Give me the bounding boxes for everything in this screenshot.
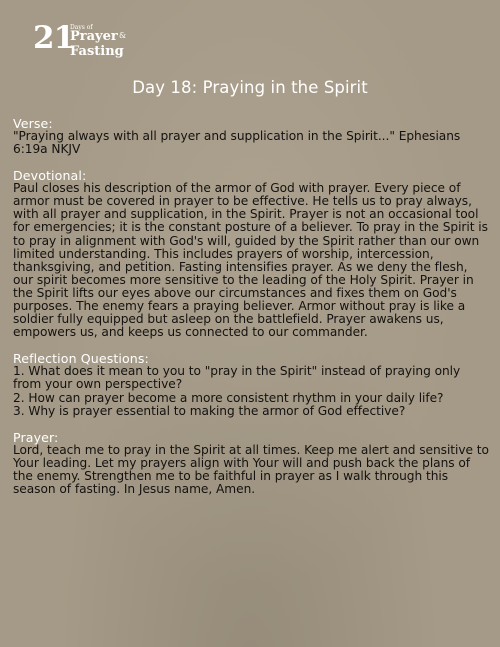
logo-number: 21 [33,20,75,56]
prayer-text: Lord, teach me to pray in the Spirit at all times. Keep me alert and sensitive to Your leading. Let my prayers align with Your will and push back the plans of the enemy. Strengthen me to be faithful in prayer as I walk through this season of fasting. In Jesus name, Amen. [13,442,489,496]
page-title: Day 18: Praying in the Spirit [132,78,368,97]
devotional-text: Paul closes his description of the armor of God with prayer. Every piece of armor must be covered in prayer to be effective. He tells us to pray always, with all prayer and supplication, in the Spirit. Prayer is not an occasional tool for emergencies; it is the constant posture of a believer. To pray in the Spirit is to pray in alignment with God's will, guided by the Spirit rather than our own limited understanding. This includes prayers of worship, intercession, thanksgiving, and petition. Fasting intensifies prayer. As we deny the flesh, our spirit becomes more sensitive to the leading of the Holy Spirit. Prayer in the Spirit lifts our eyes above our circumstances and fixes them on God's purposes. The enemy fears a praying believer. Armor without pray is like a soldier fully equipped but asleep on the battlefield. Prayer awakens us, empowers us, and keeps us connected to our commander. [13,181,488,340]
verse-text: "Praying always with all prayer and supplication in the Spirit..." Ephesians 6:19a NKJV [13,129,461,157]
devotional-heading: Devotional: [13,168,87,184]
reflection-section [13,352,491,417]
reflection-question: 3. Why is prayer essential to making the armor of God effective? [13,403,406,418]
verse-section [13,117,491,156]
prayer-heading: Prayer: [13,429,59,445]
logo-prayer: Prayer [70,29,118,44]
logo-days-of: Days of [70,24,93,31]
logo-fasting: Fasting [70,44,124,59]
reflection-heading: Reflection Questions: [13,351,149,367]
verse-heading: Verse: [13,116,53,131]
devotional-section [13,169,491,339]
content [13,117,491,509]
prayer-section [13,431,491,496]
reflection-questions [13,365,491,417]
reflection-question: 1. What does it mean to you to "pray in the Spirit" instead of praying only from your own perspective? [13,364,461,392]
logo-ampersand: & [119,31,127,40]
reflection-question: 2. How can prayer become a more consistent rhythm in your daily life? [13,390,444,405]
logo [33,18,143,58]
